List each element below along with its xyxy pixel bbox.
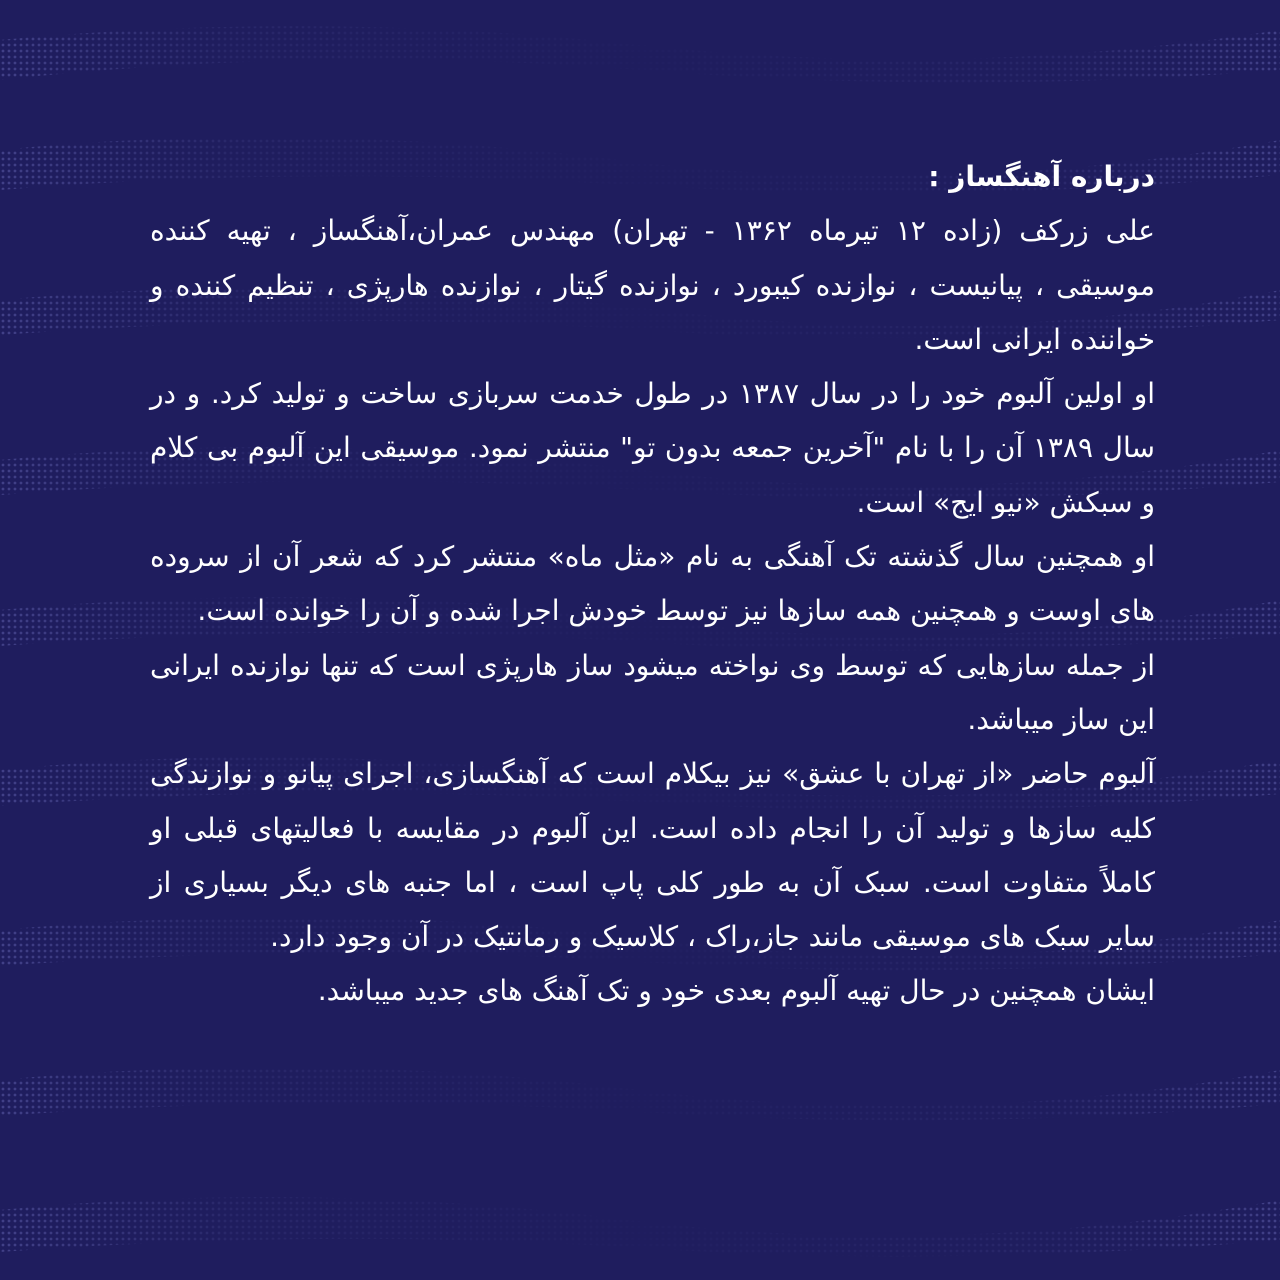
section-heading: درباره آهنگساز : [928, 160, 1155, 193]
composer-bio [150, 150, 1155, 1160]
bio-paragraph: او همچنین سال گذشته تک آهنگی به نام «مثل ماه» منتشر کرد که شعر آن از سروده های اوست و همچنین همه سازها نیز توسط خودش اجرا شده و آن را خوانده است. [150, 540, 1155, 628]
bio-paragraph: آلبوم حاضر «از تهران با عشق» نیز بیکلام است که آهنگسازی، اجرای پیانو و نوازندگی کلیه سازها و تولید آن را انجام داده است. این آلبوم در مقایسه با فعالیتهای قبلی او کاملاً متفاوت است. سبک آن به طور کلی پاپ است ، اما جنبه های دیگر بسیاری از سایر سبک های موسیقی مانند جاز،راک ، کلاسیک و رمانتیک در آن وجود دارد. [150, 757, 1155, 954]
bio-paragraph: از جمله سازهایی که توسط وی نواخته میشود ساز هارپژی است که تنها نوازنده ایرانی این ساز میباشد. [150, 648, 1155, 736]
bio-paragraph: او اولین آلبوم خود را در سال ۱۳۸۷ در طول خدمت سربازی ساخت و تولید کرد. و در سال ۱۳۸۹ آن را با نام "آخرین جمعه بدون تو" منتشر نمود. موسیقی این آلبوم بی کلام و سبکش «نیو ایج» است. [150, 377, 1155, 519]
bio-paragraph: علی زرکف (زاده ۱۲ تیرماه ۱۳۶۲ - تهران) مهندس عمران،آهنگساز ، تهیه کننده موسیقی ، پیانیست ، نوازنده کیبورد ، نوازنده گیتار ، نوازنده هارپژی ، تنظیم کننده و خواننده ایرانی است. [150, 214, 1155, 356]
bio-paragraph: ایشان همچنین در حال تهیه آلبوم بعدی خود و تک آهنگ های جدید میباشد. [317, 974, 1155, 1008]
